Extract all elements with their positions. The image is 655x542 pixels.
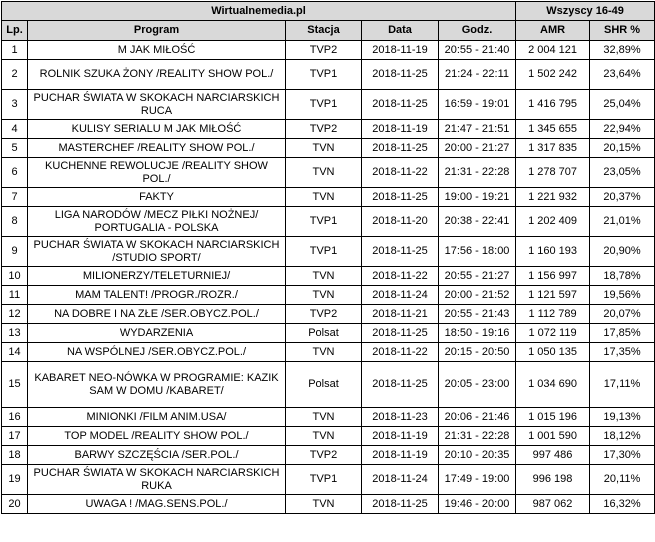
cell-time: 17:49 - 19:00 bbox=[439, 465, 516, 495]
table-row bbox=[2, 158, 655, 188]
ratings-table bbox=[1, 1, 655, 514]
cell-lp: 6 bbox=[2, 158, 28, 188]
cell-station: TVN bbox=[286, 286, 362, 305]
cell-shr: 21,01% bbox=[590, 207, 655, 237]
cell-lp: 14 bbox=[2, 343, 28, 362]
column-header-station: Stacja bbox=[286, 21, 362, 41]
cell-amr: 2 004 121 bbox=[516, 41, 590, 60]
cell-lp: 12 bbox=[2, 305, 28, 324]
cell-amr: 1 221 932 bbox=[516, 188, 590, 207]
cell-date: 2018-11-21 bbox=[362, 305, 439, 324]
cell-amr: 987 062 bbox=[516, 495, 590, 514]
cell-lp: 11 bbox=[2, 286, 28, 305]
cell-station: TVN bbox=[286, 427, 362, 446]
cell-lp: 2 bbox=[2, 60, 28, 90]
cell-program: ROLNIK SZUKA ŻONY /REALITY SHOW POL./ bbox=[28, 60, 286, 90]
cell-station: TVP1 bbox=[286, 60, 362, 90]
table-row bbox=[2, 207, 655, 237]
cell-time: 16:59 - 19:01 bbox=[439, 90, 516, 120]
cell-shr: 23,64% bbox=[590, 60, 655, 90]
cell-station: TVN bbox=[286, 408, 362, 427]
cell-station: TVP1 bbox=[286, 237, 362, 267]
table-row bbox=[2, 324, 655, 343]
cell-amr: 1 156 997 bbox=[516, 267, 590, 286]
column-header-time: Godz. bbox=[439, 21, 516, 41]
cell-lp: 4 bbox=[2, 120, 28, 139]
table-row bbox=[2, 427, 655, 446]
cell-shr: 17,35% bbox=[590, 343, 655, 362]
cell-date: 2018-11-22 bbox=[362, 343, 439, 362]
table-row bbox=[2, 90, 655, 120]
cell-lp: 8 bbox=[2, 207, 28, 237]
cell-date: 2018-11-25 bbox=[362, 139, 439, 158]
cell-amr: 1 112 789 bbox=[516, 305, 590, 324]
cell-time: 20:00 - 21:52 bbox=[439, 286, 516, 305]
cell-lp: 16 bbox=[2, 408, 28, 427]
cell-lp: 10 bbox=[2, 267, 28, 286]
cell-date: 2018-11-22 bbox=[362, 158, 439, 188]
cell-station: TVP2 bbox=[286, 446, 362, 465]
cell-amr: 1 202 409 bbox=[516, 207, 590, 237]
cell-lp: 18 bbox=[2, 446, 28, 465]
table-row bbox=[2, 343, 655, 362]
cell-time: 20:55 - 21:40 bbox=[439, 41, 516, 60]
table-row bbox=[2, 188, 655, 207]
cell-station: TVN bbox=[286, 343, 362, 362]
cell-shr: 18,12% bbox=[590, 427, 655, 446]
cell-station: TVP2 bbox=[286, 41, 362, 60]
cell-shr: 20,37% bbox=[590, 188, 655, 207]
cell-amr: 1 015 196 bbox=[516, 408, 590, 427]
cell-time: 21:24 - 22:11 bbox=[439, 60, 516, 90]
cell-lp: 3 bbox=[2, 90, 28, 120]
cell-program: FAKTY bbox=[28, 188, 286, 207]
cell-shr: 17,85% bbox=[590, 324, 655, 343]
cell-time: 19:00 - 19:21 bbox=[439, 188, 516, 207]
cell-station: TVN bbox=[286, 495, 362, 514]
cell-shr: 20,11% bbox=[590, 465, 655, 495]
column-header-row bbox=[2, 21, 655, 41]
cell-program: PUCHAR ŚWIATA W SKOKACH NARCIARSKICH RUCA bbox=[28, 90, 286, 120]
cell-shr: 22,94% bbox=[590, 120, 655, 139]
cell-amr: 1 317 835 bbox=[516, 139, 590, 158]
table-row bbox=[2, 305, 655, 324]
cell-amr: 1 121 597 bbox=[516, 286, 590, 305]
table-row bbox=[2, 60, 655, 90]
cell-program: WYDARZENIA bbox=[28, 324, 286, 343]
cell-shr: 20,07% bbox=[590, 305, 655, 324]
cell-date: 2018-11-24 bbox=[362, 465, 439, 495]
cell-amr: 1 001 590 bbox=[516, 427, 590, 446]
cell-station: Polsat bbox=[286, 362, 362, 408]
cell-date: 2018-11-20 bbox=[362, 207, 439, 237]
cell-date: 2018-11-25 bbox=[362, 90, 439, 120]
cell-time: 20:15 - 20:50 bbox=[439, 343, 516, 362]
table-row bbox=[2, 120, 655, 139]
column-header-shr: SHR % bbox=[590, 21, 655, 41]
table-row bbox=[2, 237, 655, 267]
cell-time: 20:06 - 21:46 bbox=[439, 408, 516, 427]
cell-time: 20:00 - 21:27 bbox=[439, 139, 516, 158]
cell-time: 21:31 - 22:28 bbox=[439, 158, 516, 188]
cell-program: KULISY SERIALU M JAK MIŁOŚĆ bbox=[28, 120, 286, 139]
cell-date: 2018-11-25 bbox=[362, 188, 439, 207]
cell-shr: 18,78% bbox=[590, 267, 655, 286]
table-row bbox=[2, 139, 655, 158]
table-row bbox=[2, 408, 655, 427]
cell-program: M JAK MIŁOŚĆ bbox=[28, 41, 286, 60]
source-header-row bbox=[2, 2, 655, 21]
cell-amr: 996 198 bbox=[516, 465, 590, 495]
cell-shr: 16,32% bbox=[590, 495, 655, 514]
ratings-body bbox=[2, 41, 655, 514]
cell-shr: 32,89% bbox=[590, 41, 655, 60]
cell-shr: 20,90% bbox=[590, 237, 655, 267]
column-header-program: Program bbox=[28, 21, 286, 41]
cell-station: TVN bbox=[286, 267, 362, 286]
cell-station: TVN bbox=[286, 158, 362, 188]
table-row bbox=[2, 267, 655, 286]
cell-amr: 1 050 135 bbox=[516, 343, 590, 362]
cell-amr: 997 486 bbox=[516, 446, 590, 465]
cell-station: Polsat bbox=[286, 324, 362, 343]
cell-time: 21:31 - 22:28 bbox=[439, 427, 516, 446]
cell-date: 2018-11-25 bbox=[362, 495, 439, 514]
cell-shr: 19,56% bbox=[590, 286, 655, 305]
cell-amr: 1 160 193 bbox=[516, 237, 590, 267]
table-row bbox=[2, 495, 655, 514]
table-row bbox=[2, 286, 655, 305]
cell-time: 21:47 - 21:51 bbox=[439, 120, 516, 139]
cell-program: UWAGA ! /MAG.SENS.POL./ bbox=[28, 495, 286, 514]
cell-program: MINIONKI /FILM ANIM.USA/ bbox=[28, 408, 286, 427]
cell-station: TVP1 bbox=[286, 207, 362, 237]
cell-date: 2018-11-25 bbox=[362, 324, 439, 343]
cell-lp: 9 bbox=[2, 237, 28, 267]
cell-amr: 1 502 242 bbox=[516, 60, 590, 90]
cell-station: TVP1 bbox=[286, 90, 362, 120]
cell-date: 2018-11-22 bbox=[362, 267, 439, 286]
cell-program: PUCHAR ŚWIATA W SKOKACH NARCIARSKICH /STUDIO SPORT/ bbox=[28, 237, 286, 267]
cell-station: TVN bbox=[286, 188, 362, 207]
cell-program: KABARET NEO-NÓWKA W PROGRAMIE: KAZIK SAM W DOMU /KABARET/ bbox=[28, 362, 286, 408]
cell-time: 18:50 - 19:16 bbox=[439, 324, 516, 343]
cell-time: 20:55 - 21:43 bbox=[439, 305, 516, 324]
cell-program: LIGA NARODÓW /MECZ PIŁKI NOŻNEJ/ PORTUGALIA - POLSKA bbox=[28, 207, 286, 237]
cell-date: 2018-11-19 bbox=[362, 41, 439, 60]
cell-station: TVN bbox=[286, 139, 362, 158]
column-header-lp: Lp. bbox=[2, 21, 28, 41]
cell-program: NA DOBRE I NA ZŁE /SER.OBYCZ.POL./ bbox=[28, 305, 286, 324]
cell-date: 2018-11-25 bbox=[362, 362, 439, 408]
column-header-amr: AMR bbox=[516, 21, 590, 41]
cell-date: 2018-11-19 bbox=[362, 120, 439, 139]
cell-program: BARWY SZCZĘŚCIA /SER.POL./ bbox=[28, 446, 286, 465]
cell-station: TVP2 bbox=[286, 305, 362, 324]
cell-lp: 15 bbox=[2, 362, 28, 408]
cell-lp: 1 bbox=[2, 41, 28, 60]
cell-shr: 19,13% bbox=[590, 408, 655, 427]
cell-time: 20:38 - 22:41 bbox=[439, 207, 516, 237]
cell-date: 2018-11-19 bbox=[362, 427, 439, 446]
table-row bbox=[2, 465, 655, 495]
cell-station: TVP2 bbox=[286, 120, 362, 139]
table-row bbox=[2, 446, 655, 465]
cell-shr: 17,30% bbox=[590, 446, 655, 465]
cell-program: MAM TALENT! /PROGR./ROZR./ bbox=[28, 286, 286, 305]
source-title: Wirtualnemedia.pl bbox=[2, 2, 516, 21]
cell-program: PUCHAR ŚWIATA W SKOKACH NARCIARSKICH RUKA bbox=[28, 465, 286, 495]
cell-program: NA WSPÓLNEJ /SER.OBYCZ.POL./ bbox=[28, 343, 286, 362]
cell-lp: 20 bbox=[2, 495, 28, 514]
cell-lp: 13 bbox=[2, 324, 28, 343]
cell-date: 2018-11-25 bbox=[362, 237, 439, 267]
table-row bbox=[2, 41, 655, 60]
cell-amr: 1 278 707 bbox=[516, 158, 590, 188]
cell-amr: 1 072 119 bbox=[516, 324, 590, 343]
cell-shr: 23,05% bbox=[590, 158, 655, 188]
cell-time: 19:46 - 20:00 bbox=[439, 495, 516, 514]
cell-program: TOP MODEL /REALITY SHOW POL./ bbox=[28, 427, 286, 446]
cell-shr: 20,15% bbox=[590, 139, 655, 158]
cell-amr: 1 345 655 bbox=[516, 120, 590, 139]
cell-date: 2018-11-25 bbox=[362, 60, 439, 90]
cell-shr: 25,04% bbox=[590, 90, 655, 120]
cell-amr: 1 416 795 bbox=[516, 90, 590, 120]
cell-lp: 7 bbox=[2, 188, 28, 207]
cell-program: MILIONERZY/TELETURNIEJ/ bbox=[28, 267, 286, 286]
cell-time: 20:55 - 21:27 bbox=[439, 267, 516, 286]
cell-time: 20:05 - 23:00 bbox=[439, 362, 516, 408]
cell-time: 20:10 - 20:35 bbox=[439, 446, 516, 465]
table-row bbox=[2, 362, 655, 408]
cell-program: KUCHENNE REWOLUCJE /REALITY SHOW POL./ bbox=[28, 158, 286, 188]
cell-station: TVP1 bbox=[286, 465, 362, 495]
cell-date: 2018-11-24 bbox=[362, 286, 439, 305]
cell-lp: 17 bbox=[2, 427, 28, 446]
cell-program: MASTERCHEF /REALITY SHOW POL./ bbox=[28, 139, 286, 158]
cell-lp: 5 bbox=[2, 139, 28, 158]
cell-shr: 17,11% bbox=[590, 362, 655, 408]
column-header-date: Data bbox=[362, 21, 439, 41]
cell-lp: 19 bbox=[2, 465, 28, 495]
target-group-title: Wszyscy 16-49 bbox=[516, 2, 655, 21]
cell-date: 2018-11-23 bbox=[362, 408, 439, 427]
cell-time: 17:56 - 18:00 bbox=[439, 237, 516, 267]
cell-date: 2018-11-19 bbox=[362, 446, 439, 465]
cell-amr: 1 034 690 bbox=[516, 362, 590, 408]
